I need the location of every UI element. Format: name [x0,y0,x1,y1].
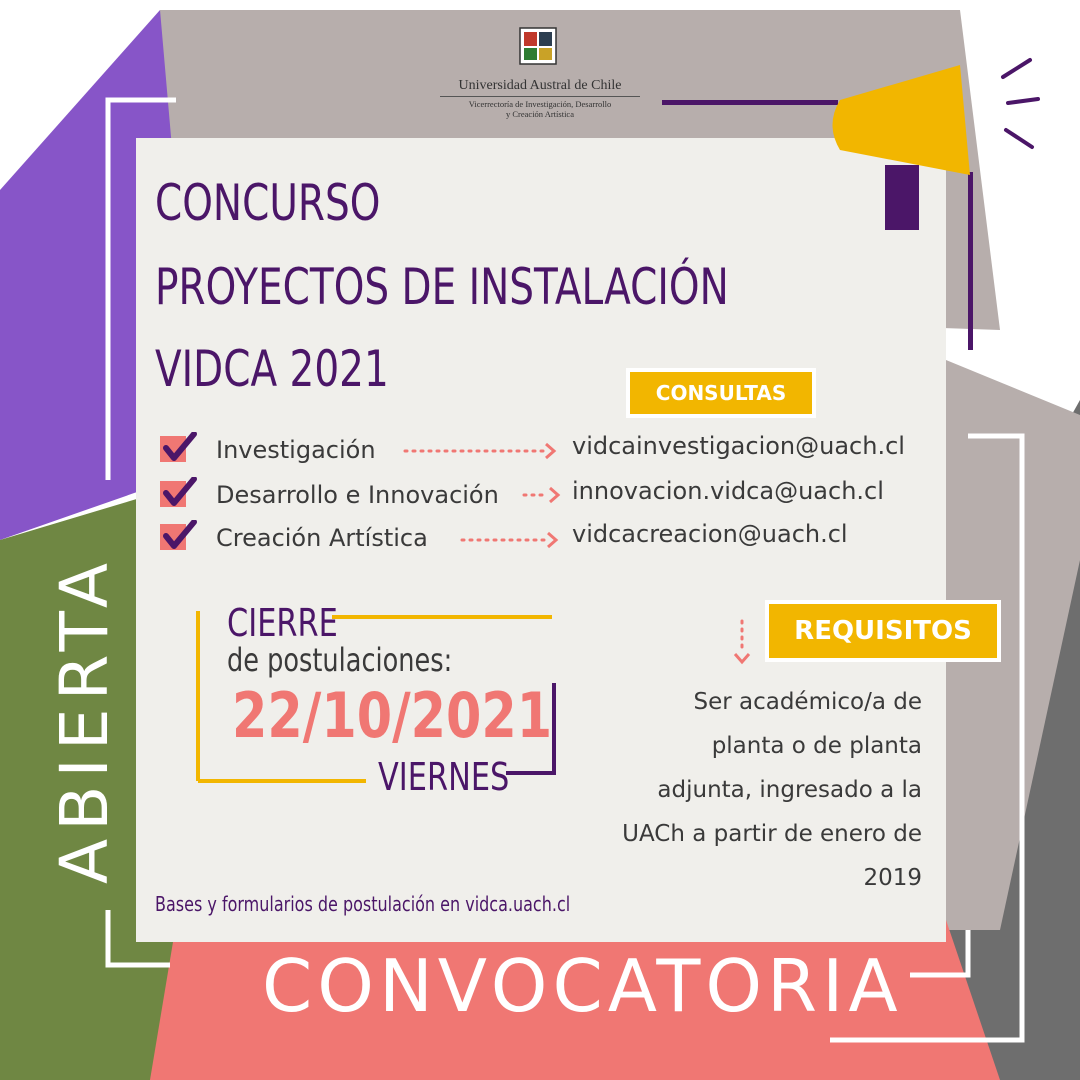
contact-email[interactable]: innovacion.vidca@uach.cl [572,477,884,505]
deadline-weekday: VIERNES [378,755,510,799]
dotted-arrow-icon [403,442,558,460]
cierre-subtitle: de postulaciones: [227,641,453,679]
contact-category: Creación Artística [216,524,428,552]
cierre-label: CIERRE [227,601,338,645]
contact-email[interactable]: vidcacreacion@uach.cl [572,520,848,548]
checkmark-icon [158,477,198,511]
checkmark-icon [158,432,198,466]
contact-email[interactable]: vidcainvestigacion@uach.cl [572,432,905,460]
abierta-heading: ABIERTA [46,555,123,884]
logo-text [440,78,640,119]
convocatoria-heading: CONVOCATORIA [262,944,903,1028]
checkmark-icon [158,520,198,554]
title-line1: CONCURSO [155,174,381,232]
contact-category: Investigación [216,436,376,464]
dotted-arrow-down-icon [732,618,752,666]
title-line3: VIDCA 2021 [155,340,389,398]
consultas-badge: CONSULTAS [630,372,812,414]
university-shield-icon [519,27,557,65]
unit-line1: Vicerrectoría de Investigación, Desarrollo [468,99,612,109]
university-name: Universidad Austral de Chile [440,78,640,97]
megaphone-icon [820,55,1060,235]
purple-line-top [662,100,838,105]
unit-line2: y Creación Artística [506,109,574,119]
title-line2: PROYECTOS DE INSTALACIÓN [155,258,729,316]
bases-text: Bases y formularios de postulación en vidca.uach.cl [155,892,571,916]
dotted-arrow-icon [522,486,562,504]
deadline-date: 22/10/2021 [232,679,553,752]
requisitos-badge: REQUISITOS [769,604,997,658]
contact-category: Desarrollo e Innovación [216,481,499,509]
dotted-arrow-icon [460,531,560,549]
requisitos-text: Ser académico/a de planta o de planta adjunta, ingresado a la UACh a partir de enero de 2019 [622,689,922,891]
